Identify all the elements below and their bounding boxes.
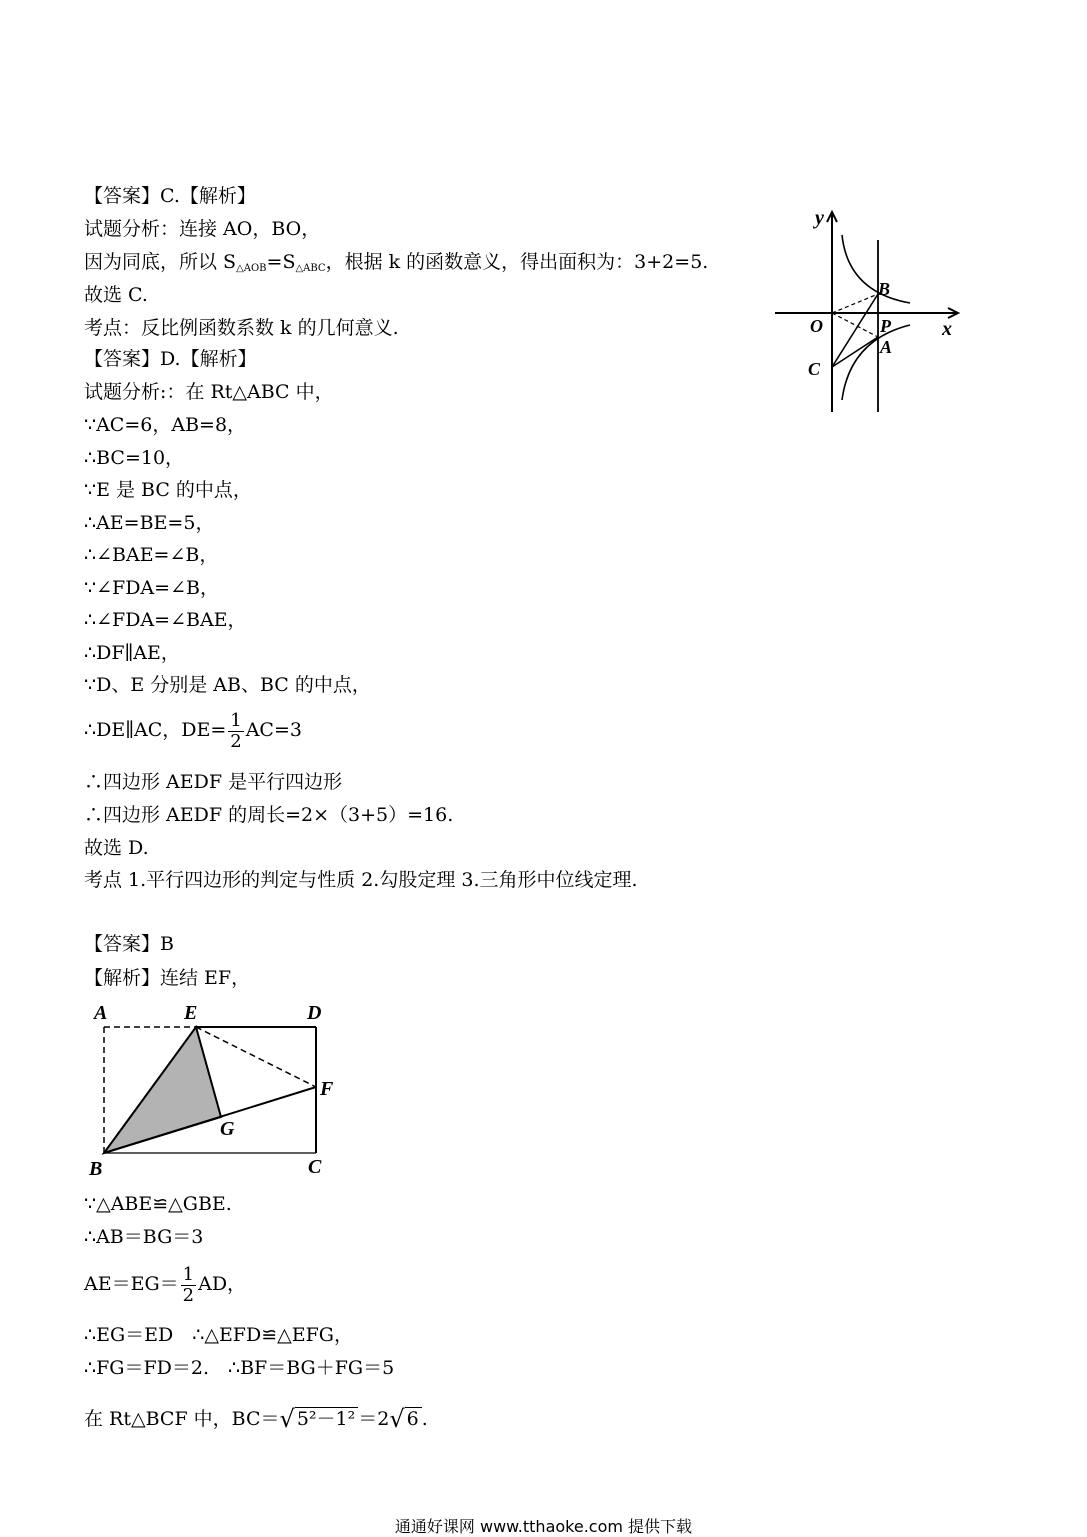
q1-analysis: 试题分析：连接 AO，BO， — [84, 218, 321, 240]
q3-fraction-line: AE＝EG＝ $\frac{1}{2}$ AD， — [84, 1263, 247, 1306]
q2-line: ∵D、E 分别是 AB、BC 的中点， — [84, 674, 371, 696]
q2-line: ∵AC=6，AB=8， — [84, 414, 247, 436]
label-x: x — [942, 318, 952, 340]
label-A: A — [94, 1002, 108, 1024]
q3-line: ∴EG＝ED ∴△EFD≌△EFG， — [84, 1324, 353, 1346]
q3-line: ∵△ABE≌△GBE. — [84, 1193, 232, 1215]
q2-answer: 【答案】D.【解析】 — [84, 348, 257, 370]
q2-topic: 考点 1.平行四边形的判定与性质 2.勾股定理 3.三角形中位线定理. — [84, 869, 638, 891]
q3-line: ∴AB＝BG＝3 — [84, 1226, 204, 1248]
label-O: O — [810, 316, 823, 336]
hyperbola-diagram — [770, 200, 970, 420]
q2-line: ∴∠FDA=∠BAE， — [84, 609, 247, 631]
q2-fraction-line: ∴DE∥AC，DE= $\frac{1}{2}$ AC=3 — [84, 709, 302, 752]
fraction: $\frac{1}{2}$ — [230, 709, 242, 752]
q2-line: ∴∠BAE=∠B， — [84, 544, 219, 566]
fraction: $\frac{1}{2}$ — [182, 1263, 195, 1306]
label-D: D — [307, 1002, 322, 1024]
q2-line: 试题分析:：在 Rt△ABC 中， — [84, 381, 334, 403]
q2-line: ∵∠FDA=∠B， — [84, 577, 219, 599]
q2-line: ∵E 是 BC 的中点， — [84, 479, 252, 501]
label-P: P — [880, 316, 891, 336]
q3-sqrt-line: 在 Rt△BCF 中，BC＝√ 5²－1² ＝2√ 6 . — [84, 1405, 428, 1433]
label-C: C — [308, 1156, 322, 1178]
label-G: G — [220, 1118, 235, 1140]
label-C: C — [808, 359, 821, 379]
label-B: B — [89, 1158, 103, 1180]
q3-analysis: 【解析】连结 EF， — [84, 967, 251, 989]
q1-answer: 【答案】C.【解析】 — [84, 185, 256, 207]
q2-line: ∴四边形 AEDF 是平行四边形 — [84, 771, 343, 793]
q1-topic: 考点：反比例函数系数 k 的几何意义. — [84, 317, 399, 339]
q1-area-statement: 因为同底，所以 $S_{\triangle AOB}=S_{\triangle ABC}$，根据 k 的函数意义，得出面积为：3+2=5. — [84, 251, 709, 274]
rectangle-diagram — [84, 995, 344, 1185]
label-y: y — [815, 207, 824, 229]
q3-line: ∴FG＝FD＝2. ∴BF＝BG＋FG＝5 — [84, 1357, 395, 1379]
label-F: F — [320, 1078, 334, 1100]
q3-answer: 【答案】B — [84, 933, 174, 955]
q2-line: ∴AE=BE=5， — [84, 512, 215, 534]
label-A: A — [880, 337, 893, 357]
q2-line: ∴BC=10， — [84, 447, 185, 469]
q2-choice: 故选 D. — [84, 837, 149, 859]
q2-line: ∴四边形 AEDF 的周长=2×（3+5）=16. — [84, 804, 454, 826]
q2-line: ∴DF∥AE， — [84, 642, 180, 664]
label-B: B — [878, 279, 891, 299]
q1-choice: 故选 C. — [84, 284, 148, 306]
label-E: E — [184, 1002, 198, 1024]
footer-credit: 通通好课网 www.tthaoke.com 提供下载 — [394, 1517, 693, 1536]
